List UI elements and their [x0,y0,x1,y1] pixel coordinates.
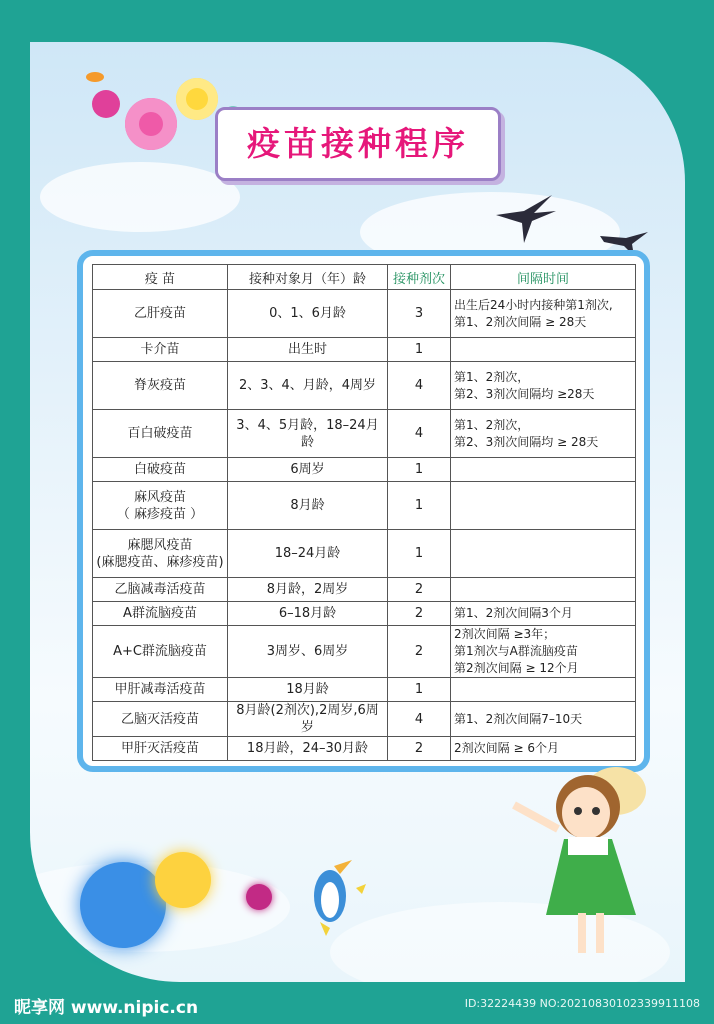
interval-cell [451,458,636,482]
age-cell: 3、4、5月龄，18–24月龄 [228,410,388,458]
interval-cell [451,338,636,362]
vaccine-name-cell: 麻腮风疫苗 (麻腮疫苗、麻疹疫苗) [93,530,228,578]
interval-cell: 第1、2剂次， 第2、3剂次间隔均 ≥ 28天 [451,410,636,458]
doses-cell: 4 [388,702,451,737]
interval-cell: 第1、2剂次间隔3个月 [451,602,636,626]
age-cell: 18月龄，24–30月龄 [228,737,388,761]
flower-icon [92,90,120,118]
age-cell: 3周岁、6周岁 [228,626,388,678]
age-cell: 8月龄(2剂次),2周岁,6周岁 [228,702,388,737]
vaccine-name-cell: A+C群流脑疫苗 [93,626,228,678]
doses-cell: 1 [388,482,451,530]
vaccine-name-cell: 乙脑灭活疫苗 [93,702,228,737]
table-row [93,458,636,482]
age-cell: 18月龄 [228,678,388,702]
interval-cell [451,482,636,530]
age-cell: 18–24月龄 [228,530,388,578]
title-box [215,107,501,181]
interval-cell: 第1、2剂次间隔7–10天 [451,702,636,737]
vaccine-name-cell: 乙肝疫苗 [93,290,228,338]
age-cell: 0、1、6月龄 [228,290,388,338]
vaccine-name-cell: 卡介苗 [93,338,228,362]
pink-blob [246,884,272,910]
vaccine-schedule-table [92,264,636,761]
doses-cell: 4 [388,362,451,410]
doses-cell: 2 [388,737,451,761]
table-row [93,410,636,458]
yellow-blob [155,852,211,908]
page-title: 疫苗接种程序 [247,124,469,163]
doses-cell: 1 [388,458,451,482]
table-row [93,530,636,578]
table-row [93,578,636,602]
cloud [40,162,240,232]
flower-icon [125,98,177,150]
flower-icon [176,78,218,120]
table-row [93,626,636,678]
age-cell: 6周岁 [228,458,388,482]
vaccine-name-cell: 麻风疫苗 （ 麻疹疫苗 ） [93,482,228,530]
vaccine-name-cell: 甲肝减毒活疫苗 [93,678,228,702]
interval-cell: 出生后24小时内接种第1剂次, 第1、2剂次间隔 ≥ 28天 [451,290,636,338]
table-row [93,678,636,702]
age-cell: 2、3、4、月龄，4周岁 [228,362,388,410]
interval-cell [451,530,636,578]
vaccine-name-cell: A群流脑疫苗 [93,602,228,626]
doses-cell: 2 [388,626,451,678]
table-row [93,362,636,410]
leaf-icon [86,72,104,82]
age-cell: 6–18月龄 [228,602,388,626]
table-row [93,338,636,362]
age-cell: 8月龄，2周岁 [228,578,388,602]
header-vaccine: 疫 苗 [93,265,228,290]
doses-cell: 1 [388,338,451,362]
girl-illustration [508,755,668,965]
doses-cell: 2 [388,578,451,602]
doses-cell: 1 [388,530,451,578]
header-age: 接种对象月（年）龄 [228,265,388,290]
interval-cell: 2剂次间隔 ≥3年； 第1剂次与A群流脑疫苗 第2剂次间隔 ≥ 12个月 [451,626,636,678]
table-row [93,290,636,338]
age-cell: 8月龄 [228,482,388,530]
header-interval: 间隔时间 [451,265,636,290]
vaccine-name-cell: 白破疫苗 [93,458,228,482]
blue-blob [80,862,166,948]
interval-cell [451,578,636,602]
brand-logo-text[interactable]: 昵享网 www.nipic.cn [14,998,199,1018]
vaccine-name-cell: 乙脑减毒活疫苗 [93,578,228,602]
penguin-icon [300,858,370,938]
interval-cell: 第1、2剂次， 第2、3剂次间隔均 ≥28天 [451,362,636,410]
doses-cell: 4 [388,410,451,458]
image-id-text: ID:32224439 NO:20210830102339911108 [464,997,700,1010]
swallow-icon [494,193,558,245]
table-row [93,482,636,530]
table-row [93,602,636,626]
interval-cell: 2剂次间隔 ≥ 6个月 [451,737,636,761]
header-doses: 接种剂次 [388,265,451,290]
interval-cell [451,678,636,702]
vaccine-name-cell: 百白破疫苗 [93,410,228,458]
vaccine-name-cell: 甲肝灭活疫苗 [93,737,228,761]
doses-cell: 3 [388,290,451,338]
doses-cell: 2 [388,602,451,626]
vaccine-name-cell: 脊灰疫苗 [93,362,228,410]
age-cell: 出生时 [228,338,388,362]
table-header-row [93,265,636,290]
table-row [93,702,636,737]
doses-cell: 1 [388,678,451,702]
